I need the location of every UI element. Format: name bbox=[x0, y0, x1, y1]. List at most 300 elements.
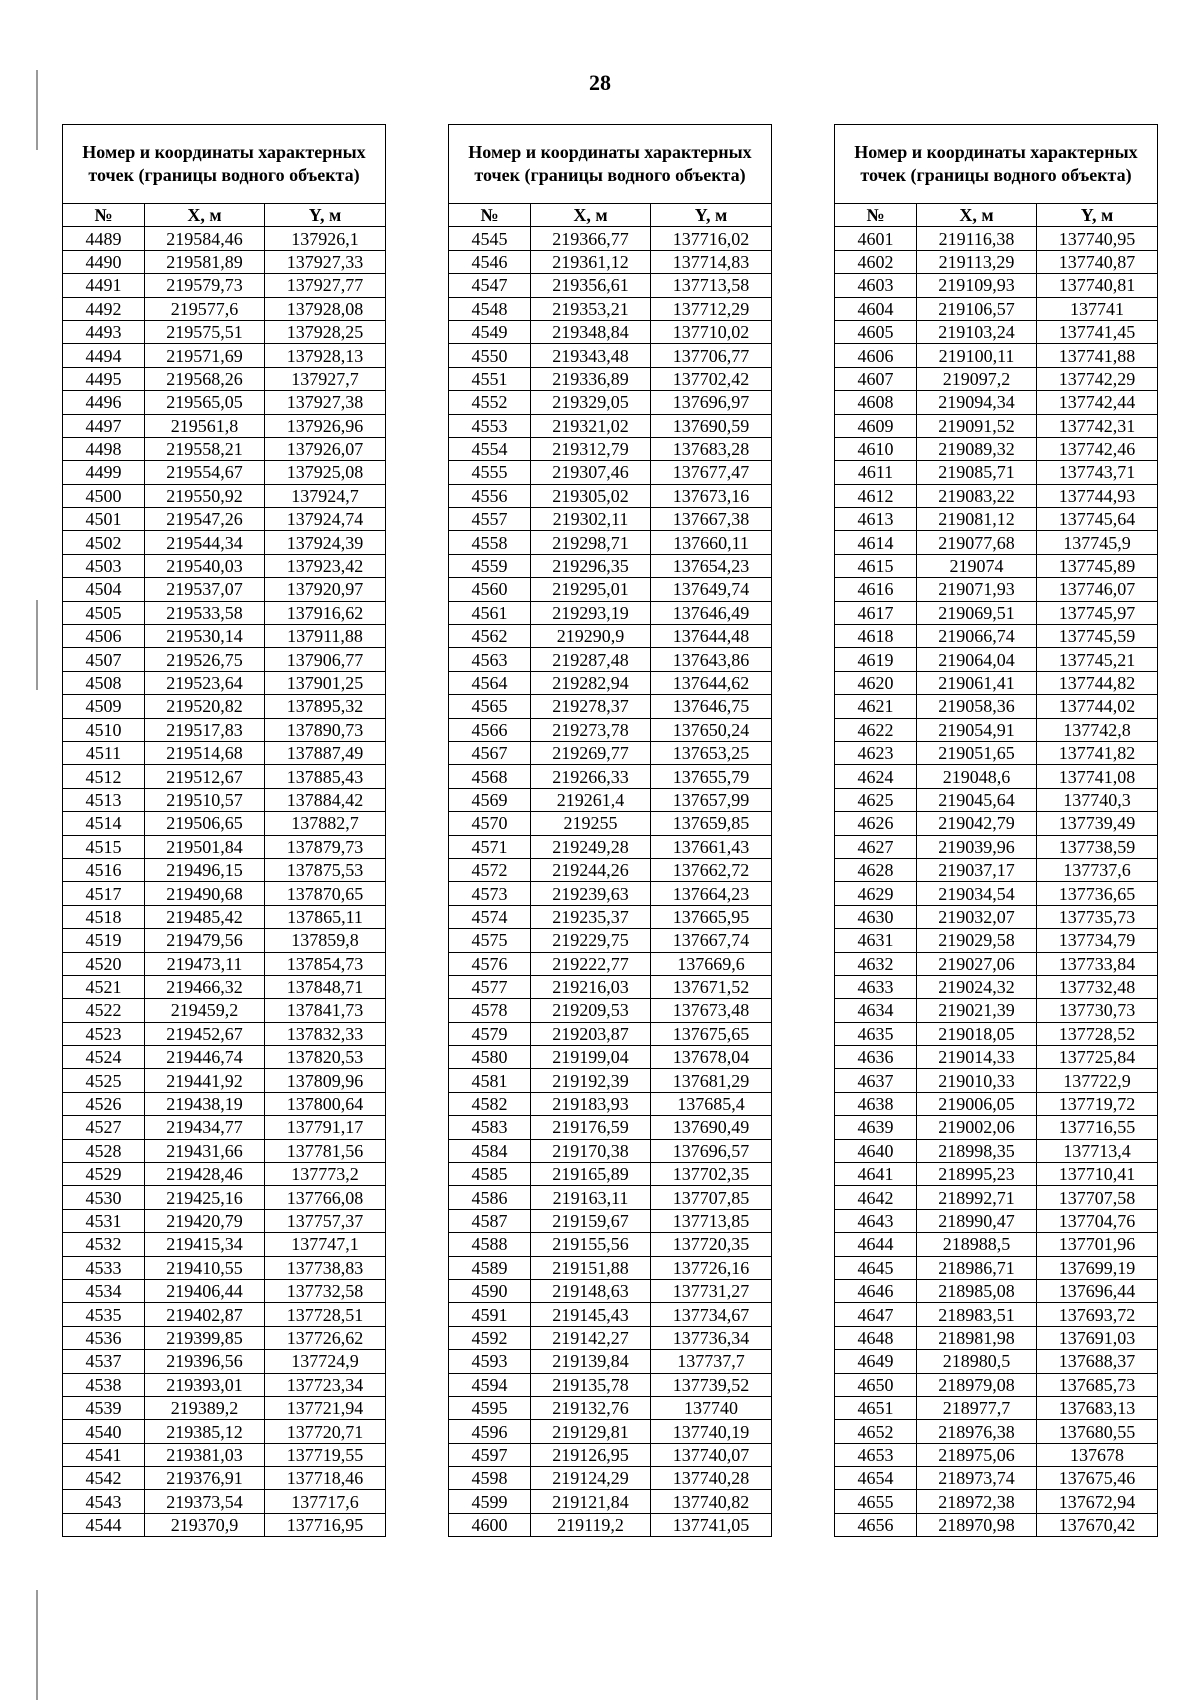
y-coordinate-cell: 137673,48 bbox=[651, 999, 772, 1022]
table-row bbox=[835, 788, 1158, 811]
y-coordinate-cell: 137743,71 bbox=[1037, 461, 1158, 484]
point-number-cell: 4574 bbox=[449, 905, 531, 928]
x-coordinate-cell: 219010,33 bbox=[917, 1069, 1037, 1092]
point-number-cell: 4630 bbox=[835, 905, 917, 928]
table-row bbox=[835, 695, 1158, 718]
table-row bbox=[835, 1186, 1158, 1209]
y-coordinate-cell: 137741,88 bbox=[1037, 344, 1158, 367]
y-coordinate-cell: 137911,88 bbox=[265, 625, 386, 648]
x-coordinate-cell: 219216,03 bbox=[531, 975, 651, 998]
y-coordinate-cell: 137741 bbox=[1037, 297, 1158, 320]
y-coordinate-cell: 137887,49 bbox=[265, 741, 386, 764]
point-number-cell: 4592 bbox=[449, 1326, 531, 1349]
x-coordinate-cell: 219069,51 bbox=[917, 601, 1037, 624]
table-row bbox=[835, 1490, 1158, 1513]
y-coordinate-cell: 137920,97 bbox=[265, 578, 386, 601]
y-coordinate-cell: 137741,05 bbox=[651, 1513, 772, 1536]
y-coordinate-cell: 137680,55 bbox=[1037, 1420, 1158, 1443]
point-number-cell: 4552 bbox=[449, 391, 531, 414]
table-row bbox=[835, 297, 1158, 320]
table-row bbox=[63, 952, 386, 975]
table-row bbox=[449, 554, 772, 577]
x-coordinate-cell: 219139,84 bbox=[531, 1350, 651, 1373]
table-row bbox=[835, 320, 1158, 343]
table-row bbox=[835, 1350, 1158, 1373]
point-number-cell: 4595 bbox=[449, 1396, 531, 1419]
table-row bbox=[835, 858, 1158, 881]
y-coordinate-cell: 137654,23 bbox=[651, 554, 772, 577]
y-coordinate-cell: 137732,58 bbox=[265, 1279, 386, 1302]
x-coordinate-cell: 219577,6 bbox=[145, 297, 265, 320]
table-row bbox=[449, 975, 772, 998]
x-coordinate-cell: 219568,26 bbox=[145, 367, 265, 390]
column-header-y: Y, м bbox=[1037, 204, 1158, 227]
table-row bbox=[449, 1163, 772, 1186]
x-coordinate-cell: 219278,37 bbox=[531, 695, 651, 718]
table-row bbox=[63, 695, 386, 718]
table-row bbox=[63, 1256, 386, 1279]
point-number-cell: 4591 bbox=[449, 1303, 531, 1326]
table-row bbox=[449, 344, 772, 367]
x-coordinate-cell: 219287,48 bbox=[531, 648, 651, 671]
y-coordinate-cell: 137744,02 bbox=[1037, 695, 1158, 718]
y-coordinate-cell: 137717,6 bbox=[265, 1490, 386, 1513]
point-number-cell: 4608 bbox=[835, 391, 917, 414]
point-number-cell: 4594 bbox=[449, 1373, 531, 1396]
table-row bbox=[449, 671, 772, 694]
table-body bbox=[449, 227, 772, 1537]
y-coordinate-cell: 137678,04 bbox=[651, 1046, 772, 1069]
x-coordinate-cell: 219051,65 bbox=[917, 741, 1037, 764]
table-row bbox=[449, 882, 772, 905]
x-coordinate-cell: 219431,66 bbox=[145, 1139, 265, 1162]
point-number-cell: 4618 bbox=[835, 625, 917, 648]
x-coordinate-cell: 219094,34 bbox=[917, 391, 1037, 414]
x-coordinate-cell: 219239,63 bbox=[531, 882, 651, 905]
point-number-cell: 4649 bbox=[835, 1350, 917, 1373]
table-row bbox=[449, 999, 772, 1022]
table-row bbox=[449, 1046, 772, 1069]
x-coordinate-cell: 218977,7 bbox=[917, 1396, 1037, 1419]
point-number-cell: 4646 bbox=[835, 1279, 917, 1302]
x-coordinate-cell: 219282,94 bbox=[531, 671, 651, 694]
point-number-cell: 4631 bbox=[835, 929, 917, 952]
x-coordinate-cell: 219402,87 bbox=[145, 1303, 265, 1326]
table-row bbox=[449, 320, 772, 343]
point-number-cell: 4526 bbox=[63, 1092, 145, 1115]
point-number-cell: 4629 bbox=[835, 882, 917, 905]
table-row bbox=[63, 297, 386, 320]
y-coordinate-cell: 137928,13 bbox=[265, 344, 386, 367]
y-coordinate-cell: 137649,74 bbox=[651, 578, 772, 601]
point-number-cell: 4605 bbox=[835, 320, 917, 343]
table-row bbox=[449, 905, 772, 928]
point-number-cell: 4509 bbox=[63, 695, 145, 718]
table-row bbox=[449, 1256, 772, 1279]
y-coordinate-cell: 137677,47 bbox=[651, 461, 772, 484]
table-row bbox=[63, 765, 386, 788]
table-row bbox=[449, 414, 772, 437]
table-row bbox=[63, 414, 386, 437]
point-number-cell: 4548 bbox=[449, 297, 531, 320]
table-row bbox=[449, 952, 772, 975]
y-coordinate-cell: 137659,85 bbox=[651, 812, 772, 835]
x-coordinate-cell: 219496,15 bbox=[145, 858, 265, 881]
y-coordinate-cell: 137926,96 bbox=[265, 414, 386, 437]
table-row bbox=[835, 1513, 1158, 1536]
x-coordinate-cell: 219479,56 bbox=[145, 929, 265, 952]
table-row bbox=[835, 1139, 1158, 1162]
x-coordinate-cell: 218998,35 bbox=[917, 1139, 1037, 1162]
table-row bbox=[449, 625, 772, 648]
y-coordinate-cell: 137742,46 bbox=[1037, 437, 1158, 460]
point-number-cell: 4578 bbox=[449, 999, 531, 1022]
x-coordinate-cell: 219425,16 bbox=[145, 1186, 265, 1209]
y-coordinate-cell: 137924,7 bbox=[265, 484, 386, 507]
x-coordinate-cell: 219485,42 bbox=[145, 905, 265, 928]
table-row bbox=[449, 741, 772, 764]
point-number-cell: 4550 bbox=[449, 344, 531, 367]
x-coordinate-cell: 219571,69 bbox=[145, 344, 265, 367]
table-row bbox=[449, 1443, 772, 1466]
table-row bbox=[835, 1467, 1158, 1490]
y-coordinate-cell: 137673,16 bbox=[651, 484, 772, 507]
y-coordinate-cell: 137725,84 bbox=[1037, 1046, 1158, 1069]
point-number-cell: 4648 bbox=[835, 1326, 917, 1349]
x-coordinate-cell: 219135,78 bbox=[531, 1373, 651, 1396]
point-number-cell: 4635 bbox=[835, 1022, 917, 1045]
point-number-cell: 4527 bbox=[63, 1116, 145, 1139]
table-row bbox=[449, 1186, 772, 1209]
x-coordinate-cell: 219097,2 bbox=[917, 367, 1037, 390]
point-number-cell: 4633 bbox=[835, 975, 917, 998]
point-number-cell: 4576 bbox=[449, 952, 531, 975]
x-coordinate-cell: 219255 bbox=[531, 812, 651, 835]
table-row bbox=[449, 1116, 772, 1139]
table-header-title: Номер и координаты характерных точек (границы водного объекта) bbox=[835, 125, 1158, 204]
x-coordinate-cell: 219343,48 bbox=[531, 344, 651, 367]
y-coordinate-cell: 137741,45 bbox=[1037, 320, 1158, 343]
table-row bbox=[835, 1069, 1158, 1092]
x-coordinate-cell: 219113,29 bbox=[917, 250, 1037, 273]
x-coordinate-cell: 219085,71 bbox=[917, 461, 1037, 484]
y-coordinate-cell: 137728,52 bbox=[1037, 1022, 1158, 1045]
x-coordinate-cell: 219581,89 bbox=[145, 250, 265, 273]
point-number-cell: 4528 bbox=[63, 1139, 145, 1162]
table-row bbox=[63, 1350, 386, 1373]
y-coordinate-cell: 137646,75 bbox=[651, 695, 772, 718]
point-number-cell: 4634 bbox=[835, 999, 917, 1022]
table-body bbox=[835, 227, 1158, 1537]
x-coordinate-cell: 219385,12 bbox=[145, 1420, 265, 1443]
table-row bbox=[835, 1163, 1158, 1186]
table-row bbox=[63, 648, 386, 671]
x-coordinate-cell: 218972,38 bbox=[917, 1490, 1037, 1513]
x-coordinate-cell: 219312,79 bbox=[531, 437, 651, 460]
table-row bbox=[835, 1233, 1158, 1256]
point-number-cell: 4613 bbox=[835, 508, 917, 531]
point-number-cell: 4627 bbox=[835, 835, 917, 858]
x-coordinate-cell: 219584,46 bbox=[145, 227, 265, 250]
point-number-cell: 4515 bbox=[63, 835, 145, 858]
table-row bbox=[835, 601, 1158, 624]
y-coordinate-cell: 137721,94 bbox=[265, 1396, 386, 1419]
point-number-cell: 4568 bbox=[449, 765, 531, 788]
point-number-cell: 4551 bbox=[449, 367, 531, 390]
table-row bbox=[449, 788, 772, 811]
point-number-cell: 4504 bbox=[63, 578, 145, 601]
table-row bbox=[835, 718, 1158, 741]
point-number-cell: 4624 bbox=[835, 765, 917, 788]
x-coordinate-cell: 219034,54 bbox=[917, 882, 1037, 905]
point-number-cell: 4494 bbox=[63, 344, 145, 367]
point-number-cell: 4555 bbox=[449, 461, 531, 484]
point-number-cell: 4641 bbox=[835, 1163, 917, 1186]
table-row bbox=[835, 765, 1158, 788]
point-number-cell: 4647 bbox=[835, 1303, 917, 1326]
point-number-cell: 4583 bbox=[449, 1116, 531, 1139]
x-coordinate-cell: 218976,38 bbox=[917, 1420, 1037, 1443]
y-coordinate-cell: 137696,44 bbox=[1037, 1279, 1158, 1302]
x-coordinate-cell: 219155,56 bbox=[531, 1233, 651, 1256]
point-number-cell: 4579 bbox=[449, 1022, 531, 1045]
point-number-cell: 4642 bbox=[835, 1186, 917, 1209]
y-coordinate-cell: 137745,9 bbox=[1037, 531, 1158, 554]
point-number-cell: 4546 bbox=[449, 250, 531, 273]
x-coordinate-cell: 219550,92 bbox=[145, 484, 265, 507]
table-row bbox=[835, 1443, 1158, 1466]
table-row bbox=[63, 601, 386, 624]
x-coordinate-cell: 219021,39 bbox=[917, 999, 1037, 1022]
point-number-cell: 4606 bbox=[835, 344, 917, 367]
point-number-cell: 4535 bbox=[63, 1303, 145, 1326]
point-number-cell: 4615 bbox=[835, 554, 917, 577]
point-number-cell: 4584 bbox=[449, 1139, 531, 1162]
x-coordinate-cell: 219514,68 bbox=[145, 741, 265, 764]
y-coordinate-cell: 137664,23 bbox=[651, 882, 772, 905]
x-coordinate-cell: 218970,98 bbox=[917, 1513, 1037, 1536]
table-row bbox=[63, 508, 386, 531]
table-row bbox=[449, 274, 772, 297]
column-header-x: X, м bbox=[917, 204, 1037, 227]
table-row bbox=[449, 812, 772, 835]
x-coordinate-cell: 219027,06 bbox=[917, 952, 1037, 975]
point-number-cell: 4569 bbox=[449, 788, 531, 811]
coordinate-table bbox=[62, 124, 386, 1537]
point-number-cell: 4620 bbox=[835, 671, 917, 694]
point-number-cell: 4507 bbox=[63, 648, 145, 671]
table-row bbox=[835, 835, 1158, 858]
point-number-cell: 4590 bbox=[449, 1279, 531, 1302]
y-coordinate-cell: 137927,77 bbox=[265, 274, 386, 297]
y-coordinate-cell: 137683,28 bbox=[651, 437, 772, 460]
point-number-cell: 4518 bbox=[63, 905, 145, 928]
point-number-cell: 4512 bbox=[63, 765, 145, 788]
x-coordinate-cell: 219148,63 bbox=[531, 1279, 651, 1302]
x-coordinate-cell: 219037,17 bbox=[917, 858, 1037, 881]
x-coordinate-cell: 218975,06 bbox=[917, 1443, 1037, 1466]
point-number-cell: 4600 bbox=[449, 1513, 531, 1536]
y-coordinate-cell: 137650,24 bbox=[651, 718, 772, 741]
point-number-cell: 4542 bbox=[63, 1467, 145, 1490]
x-coordinate-cell: 219209,53 bbox=[531, 999, 651, 1022]
table-row bbox=[63, 578, 386, 601]
point-number-cell: 4493 bbox=[63, 320, 145, 343]
table-row bbox=[449, 718, 772, 741]
point-number-cell: 4622 bbox=[835, 718, 917, 741]
table-row bbox=[63, 1139, 386, 1162]
x-coordinate-cell: 219370,9 bbox=[145, 1513, 265, 1536]
x-coordinate-cell: 219064,04 bbox=[917, 648, 1037, 671]
x-coordinate-cell: 219261,4 bbox=[531, 788, 651, 811]
y-coordinate-cell: 137662,72 bbox=[651, 858, 772, 881]
x-coordinate-cell: 219045,64 bbox=[917, 788, 1037, 811]
x-coordinate-cell: 219071,93 bbox=[917, 578, 1037, 601]
table-row bbox=[835, 414, 1158, 437]
table-row bbox=[63, 999, 386, 1022]
table-row bbox=[835, 1303, 1158, 1326]
y-coordinate-cell: 137710,41 bbox=[1037, 1163, 1158, 1186]
x-coordinate-cell: 219438,19 bbox=[145, 1092, 265, 1115]
x-coordinate-cell: 219459,2 bbox=[145, 999, 265, 1022]
table-row bbox=[63, 391, 386, 414]
table-row bbox=[449, 601, 772, 624]
point-number-cell: 4556 bbox=[449, 484, 531, 507]
y-coordinate-cell: 137773,2 bbox=[265, 1163, 386, 1186]
x-coordinate-cell: 219032,07 bbox=[917, 905, 1037, 928]
table-row bbox=[835, 250, 1158, 273]
x-coordinate-cell: 219575,51 bbox=[145, 320, 265, 343]
table-row bbox=[63, 1069, 386, 1092]
point-number-cell: 4520 bbox=[63, 952, 145, 975]
point-number-cell: 4625 bbox=[835, 788, 917, 811]
point-number-cell: 4521 bbox=[63, 975, 145, 998]
point-number-cell: 4582 bbox=[449, 1092, 531, 1115]
y-coordinate-cell: 137714,83 bbox=[651, 250, 772, 273]
x-coordinate-cell: 219353,21 bbox=[531, 297, 651, 320]
table-row bbox=[63, 812, 386, 835]
point-number-cell: 4607 bbox=[835, 367, 917, 390]
table-header-title: Номер и координаты характерных точек (границы водного объекта) bbox=[63, 125, 386, 204]
point-number-cell: 4597 bbox=[449, 1443, 531, 1466]
y-coordinate-cell: 137672,94 bbox=[1037, 1490, 1158, 1513]
table-row bbox=[63, 1303, 386, 1326]
y-coordinate-cell: 137744,82 bbox=[1037, 671, 1158, 694]
x-coordinate-cell: 219129,81 bbox=[531, 1420, 651, 1443]
x-coordinate-cell: 218985,08 bbox=[917, 1279, 1037, 1302]
table-row bbox=[835, 671, 1158, 694]
table-row bbox=[449, 858, 772, 881]
point-number-cell: 4577 bbox=[449, 975, 531, 998]
x-coordinate-cell: 218981,98 bbox=[917, 1326, 1037, 1349]
point-number-cell: 4497 bbox=[63, 414, 145, 437]
point-number-cell: 4502 bbox=[63, 531, 145, 554]
point-number-cell: 4565 bbox=[449, 695, 531, 718]
y-coordinate-cell: 137926,07 bbox=[265, 437, 386, 460]
table-row bbox=[63, 1443, 386, 1466]
table-row bbox=[449, 1303, 772, 1326]
y-coordinate-cell: 137693,72 bbox=[1037, 1303, 1158, 1326]
table-row bbox=[63, 274, 386, 297]
point-number-cell: 4639 bbox=[835, 1116, 917, 1139]
table-row bbox=[449, 1373, 772, 1396]
point-number-cell: 4531 bbox=[63, 1209, 145, 1232]
y-coordinate-cell: 137669,6 bbox=[651, 952, 772, 975]
point-number-cell: 4554 bbox=[449, 437, 531, 460]
y-coordinate-cell: 137660,11 bbox=[651, 531, 772, 554]
y-coordinate-cell: 137854,73 bbox=[265, 952, 386, 975]
x-coordinate-cell: 219081,12 bbox=[917, 508, 1037, 531]
x-coordinate-cell: 218990,47 bbox=[917, 1209, 1037, 1232]
point-number-cell: 4638 bbox=[835, 1092, 917, 1115]
table-row bbox=[449, 1022, 772, 1045]
x-coordinate-cell: 219296,35 bbox=[531, 554, 651, 577]
y-coordinate-cell: 137741,82 bbox=[1037, 741, 1158, 764]
y-coordinate-cell: 137644,62 bbox=[651, 671, 772, 694]
table-row bbox=[835, 625, 1158, 648]
table-row bbox=[63, 344, 386, 367]
x-coordinate-cell: 218988,5 bbox=[917, 1233, 1037, 1256]
point-number-cell: 4593 bbox=[449, 1350, 531, 1373]
point-number-cell: 4530 bbox=[63, 1186, 145, 1209]
point-number-cell: 4587 bbox=[449, 1209, 531, 1232]
y-coordinate-cell: 137699,19 bbox=[1037, 1256, 1158, 1279]
point-number-cell: 4516 bbox=[63, 858, 145, 881]
y-coordinate-cell: 137678 bbox=[1037, 1443, 1158, 1466]
y-coordinate-cell: 137655,79 bbox=[651, 765, 772, 788]
y-coordinate-cell: 137683,13 bbox=[1037, 1396, 1158, 1419]
y-coordinate-cell: 137742,8 bbox=[1037, 718, 1158, 741]
y-coordinate-cell: 137707,58 bbox=[1037, 1186, 1158, 1209]
table-row bbox=[63, 437, 386, 460]
y-coordinate-cell: 137740,19 bbox=[651, 1420, 772, 1443]
y-coordinate-cell: 137712,29 bbox=[651, 297, 772, 320]
point-number-cell: 4572 bbox=[449, 858, 531, 881]
x-coordinate-cell: 218992,71 bbox=[917, 1186, 1037, 1209]
x-coordinate-cell: 219523,64 bbox=[145, 671, 265, 694]
point-number-cell: 4562 bbox=[449, 625, 531, 648]
point-number-cell: 4490 bbox=[63, 250, 145, 273]
y-coordinate-cell: 137884,42 bbox=[265, 788, 386, 811]
table-row bbox=[63, 1046, 386, 1069]
y-coordinate-cell: 137685,73 bbox=[1037, 1373, 1158, 1396]
coordinate-table bbox=[448, 124, 772, 1537]
point-number-cell: 4616 bbox=[835, 578, 917, 601]
point-number-cell: 4525 bbox=[63, 1069, 145, 1092]
page-number: 28 bbox=[589, 70, 611, 95]
x-coordinate-cell: 218983,51 bbox=[917, 1303, 1037, 1326]
point-number-cell: 4655 bbox=[835, 1490, 917, 1513]
table-row bbox=[449, 695, 772, 718]
x-coordinate-cell: 219103,24 bbox=[917, 320, 1037, 343]
point-number-cell: 4567 bbox=[449, 741, 531, 764]
table-row bbox=[835, 344, 1158, 367]
x-coordinate-cell: 219381,03 bbox=[145, 1443, 265, 1466]
y-coordinate-cell: 137926,1 bbox=[265, 227, 386, 250]
margin-line bbox=[36, 1590, 38, 1700]
x-coordinate-cell: 219561,8 bbox=[145, 414, 265, 437]
x-coordinate-cell: 219151,88 bbox=[531, 1256, 651, 1279]
x-coordinate-cell: 219446,74 bbox=[145, 1046, 265, 1069]
x-coordinate-cell: 219244,26 bbox=[531, 858, 651, 881]
column-header-number: № bbox=[63, 204, 145, 227]
x-coordinate-cell: 219307,46 bbox=[531, 461, 651, 484]
table-row bbox=[835, 905, 1158, 928]
x-coordinate-cell: 219540,03 bbox=[145, 554, 265, 577]
y-coordinate-cell: 137667,74 bbox=[651, 929, 772, 952]
table-row bbox=[449, 1139, 772, 1162]
table-row bbox=[63, 367, 386, 390]
